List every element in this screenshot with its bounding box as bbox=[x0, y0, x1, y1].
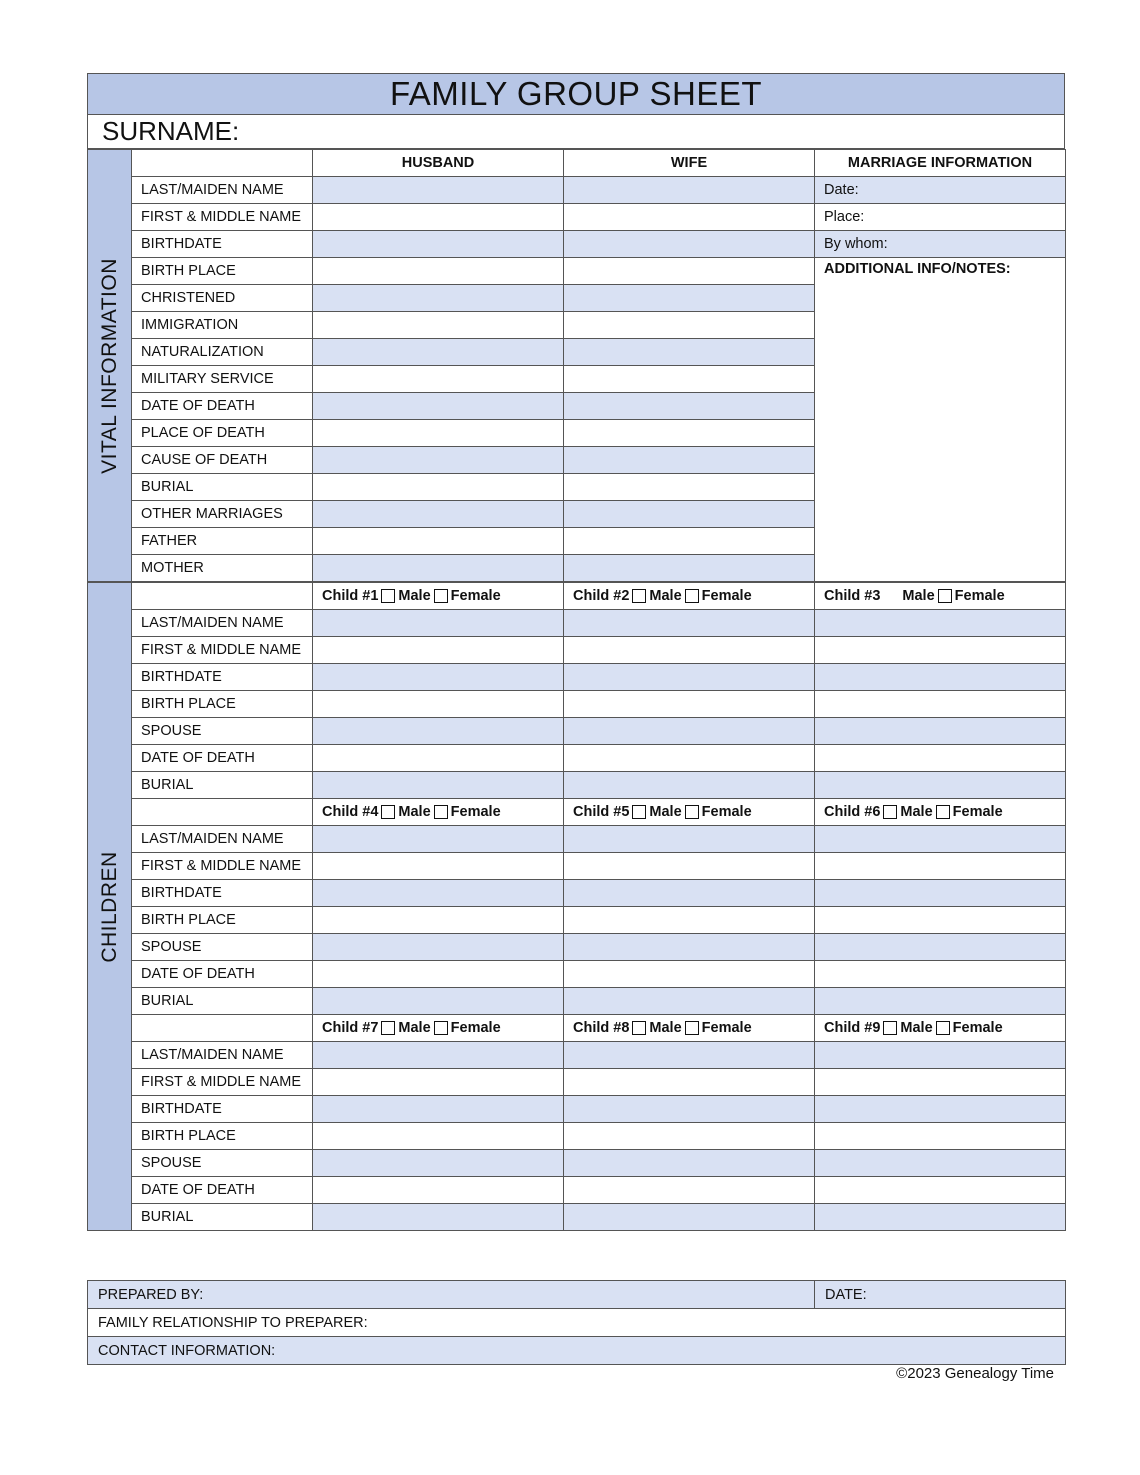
row-label: CHRISTENED bbox=[132, 285, 313, 312]
prepared-date-label: DATE: bbox=[825, 1286, 867, 1303]
child-field[interactable] bbox=[815, 853, 1066, 880]
female-checkbox[interactable] bbox=[685, 1021, 699, 1035]
husband-field[interactable] bbox=[313, 501, 564, 528]
family-group-sheet bbox=[87, 73, 1065, 1231]
child-field[interactable] bbox=[815, 1042, 1066, 1069]
child-header bbox=[564, 1015, 815, 1042]
wife-field[interactable] bbox=[564, 501, 815, 528]
children-table bbox=[87, 582, 1066, 1231]
child-header-content bbox=[573, 1020, 805, 1036]
vital-side-label bbox=[88, 150, 132, 582]
vital-row bbox=[88, 258, 1066, 285]
child-field[interactable] bbox=[313, 718, 564, 745]
vital-row bbox=[88, 231, 1066, 258]
child-header-blank bbox=[132, 583, 313, 610]
row-label: BURIAL bbox=[132, 1204, 313, 1231]
male-checkbox[interactable] bbox=[381, 805, 395, 819]
child-field[interactable] bbox=[815, 1096, 1066, 1123]
child-row bbox=[88, 1204, 1066, 1231]
prepared-by-label: PREPARED BY: bbox=[98, 1286, 204, 1303]
child-field[interactable] bbox=[564, 934, 815, 961]
marriage-field[interactable] bbox=[815, 177, 1066, 204]
child-row bbox=[88, 1042, 1066, 1069]
husband-field[interactable] bbox=[313, 339, 564, 366]
children-side-text: CHILDREN bbox=[97, 850, 121, 963]
child-field[interactable] bbox=[815, 1123, 1066, 1150]
row-label: FATHER bbox=[132, 528, 313, 555]
row-label: DATE OF DEATH bbox=[132, 961, 313, 988]
child-field[interactable] bbox=[313, 772, 564, 799]
child-header bbox=[815, 799, 1066, 826]
row-label: BIRTHDATE bbox=[132, 664, 313, 691]
child-field[interactable] bbox=[313, 1069, 564, 1096]
child-field[interactable] bbox=[564, 691, 815, 718]
column-header: MARRIAGE INFORMATION bbox=[815, 150, 1066, 177]
husband-field[interactable] bbox=[313, 312, 564, 339]
row-label: SPOUSE bbox=[132, 1150, 313, 1177]
wife-field[interactable] bbox=[564, 285, 815, 312]
child-header bbox=[313, 799, 564, 826]
husband-field[interactable] bbox=[313, 204, 564, 231]
child-field[interactable] bbox=[564, 1042, 815, 1069]
child-field[interactable] bbox=[564, 772, 815, 799]
female-checkbox[interactable] bbox=[434, 1021, 448, 1035]
marriage-label: Place: bbox=[824, 209, 865, 225]
column-header: HUSBAND bbox=[313, 150, 564, 177]
child-row bbox=[88, 988, 1066, 1015]
female-checkbox[interactable] bbox=[938, 589, 952, 603]
child-field[interactable] bbox=[564, 1150, 815, 1177]
child-field[interactable] bbox=[815, 988, 1066, 1015]
row-label: BIRTH PLACE bbox=[132, 691, 313, 718]
child-field[interactable] bbox=[815, 745, 1066, 772]
male-label: Male bbox=[902, 588, 935, 604]
child-field[interactable] bbox=[815, 664, 1066, 691]
female-label: Female bbox=[701, 588, 752, 604]
wife-field[interactable] bbox=[564, 258, 815, 285]
notes-label: ADDITIONAL INFO/NOTES: bbox=[824, 261, 1011, 277]
child-header bbox=[564, 583, 815, 610]
marriage-label: Date: bbox=[824, 182, 859, 198]
child-row bbox=[88, 772, 1066, 799]
child-field[interactable] bbox=[815, 1204, 1066, 1231]
child-field[interactable] bbox=[815, 1150, 1066, 1177]
row-label: SPOUSE bbox=[132, 934, 313, 961]
child-number: Child #3 bbox=[824, 588, 881, 604]
child-field[interactable] bbox=[564, 1177, 815, 1204]
row-label: FIRST & MIDDLE NAME bbox=[132, 637, 313, 664]
husband-field[interactable] bbox=[313, 285, 564, 312]
child-field[interactable] bbox=[815, 1177, 1066, 1204]
husband-field[interactable] bbox=[313, 231, 564, 258]
row-label: BIRTH PLACE bbox=[132, 1123, 313, 1150]
child-field[interactable] bbox=[313, 610, 564, 637]
child-number: Child #5 bbox=[573, 804, 630, 820]
child-number: Child #2 bbox=[573, 588, 630, 604]
child-row bbox=[88, 718, 1066, 745]
child-field[interactable] bbox=[313, 826, 564, 853]
child-field[interactable] bbox=[564, 880, 815, 907]
row-label: NATURALIZATION bbox=[132, 339, 313, 366]
husband-field[interactable] bbox=[313, 420, 564, 447]
child-row bbox=[88, 934, 1066, 961]
child-field[interactable] bbox=[815, 772, 1066, 799]
female-label: Female bbox=[952, 804, 1003, 820]
child-number: Child #6 bbox=[824, 804, 881, 820]
male-label: Male bbox=[649, 1020, 682, 1036]
child-field[interactable] bbox=[564, 1123, 815, 1150]
row-label: MILITARY SERVICE bbox=[132, 366, 313, 393]
row-label: CAUSE OF DEATH bbox=[132, 447, 313, 474]
female-checkbox[interactable] bbox=[685, 805, 699, 819]
child-field[interactable] bbox=[564, 853, 815, 880]
female-checkbox[interactable] bbox=[434, 589, 448, 603]
wife-field[interactable] bbox=[564, 447, 815, 474]
female-label: Female bbox=[450, 804, 501, 820]
child-row bbox=[88, 1123, 1066, 1150]
child-row bbox=[88, 1150, 1066, 1177]
female-checkbox[interactable] bbox=[936, 1021, 950, 1035]
male-label: Male bbox=[398, 1020, 431, 1036]
child-field[interactable] bbox=[313, 1042, 564, 1069]
wife-field[interactable] bbox=[564, 366, 815, 393]
male-checkbox[interactable] bbox=[632, 805, 646, 819]
wife-field[interactable] bbox=[564, 339, 815, 366]
male-checkbox[interactable] bbox=[381, 589, 395, 603]
row-label: FIRST & MIDDLE NAME bbox=[132, 853, 313, 880]
child-field[interactable] bbox=[564, 610, 815, 637]
male-checkbox[interactable] bbox=[883, 805, 897, 819]
child-row bbox=[88, 826, 1066, 853]
row-label: IMMIGRATION bbox=[132, 312, 313, 339]
child-header bbox=[313, 583, 564, 610]
wife-field[interactable] bbox=[564, 231, 815, 258]
vital-side-text: VITAL INFORMATION bbox=[97, 257, 121, 474]
row-label: BIRTHDATE bbox=[132, 1096, 313, 1123]
row-label: LAST/MAIDEN NAME bbox=[132, 826, 313, 853]
child-field[interactable] bbox=[313, 1150, 564, 1177]
male-label: Male bbox=[900, 1020, 933, 1036]
male-label: Male bbox=[398, 804, 431, 820]
marriage-field[interactable] bbox=[815, 204, 1066, 231]
column-header: WIFE bbox=[564, 150, 815, 177]
child-field[interactable] bbox=[313, 1177, 564, 1204]
relationship-field[interactable] bbox=[88, 1309, 1066, 1337]
child-field[interactable] bbox=[815, 934, 1066, 961]
husband-field[interactable] bbox=[313, 474, 564, 501]
row-label: LAST/MAIDEN NAME bbox=[132, 177, 313, 204]
notes-field[interactable] bbox=[815, 258, 1066, 582]
male-checkbox[interactable] bbox=[381, 1021, 395, 1035]
row-label: BURIAL bbox=[132, 988, 313, 1015]
child-header bbox=[313, 1015, 564, 1042]
female-label: Female bbox=[701, 1020, 752, 1036]
husband-field[interactable] bbox=[313, 447, 564, 474]
child-field[interactable] bbox=[564, 1096, 815, 1123]
child-field[interactable] bbox=[564, 718, 815, 745]
wife-field[interactable] bbox=[564, 312, 815, 339]
child-field[interactable] bbox=[313, 1096, 564, 1123]
vital-row bbox=[88, 177, 1066, 204]
contact-field[interactable] bbox=[88, 1337, 1066, 1365]
child-header-content bbox=[824, 804, 1056, 820]
child-field[interactable] bbox=[313, 691, 564, 718]
child-field[interactable] bbox=[815, 610, 1066, 637]
child-header-blank bbox=[132, 799, 313, 826]
child-field[interactable] bbox=[313, 1204, 564, 1231]
preparer-footer bbox=[87, 1280, 1065, 1365]
vital-row bbox=[88, 204, 1066, 231]
male-checkbox[interactable] bbox=[883, 1021, 897, 1035]
husband-field[interactable] bbox=[313, 366, 564, 393]
child-row bbox=[88, 1177, 1066, 1204]
surname-field[interactable] bbox=[87, 115, 1065, 149]
child-field[interactable] bbox=[564, 961, 815, 988]
husband-field[interactable] bbox=[313, 177, 564, 204]
row-label: LAST/MAIDEN NAME bbox=[132, 610, 313, 637]
child-field[interactable] bbox=[815, 691, 1066, 718]
row-label: BIRTH PLACE bbox=[132, 907, 313, 934]
child-field[interactable] bbox=[313, 907, 564, 934]
wife-field[interactable] bbox=[564, 204, 815, 231]
marriage-label: By whom: bbox=[824, 236, 888, 252]
male-checkbox[interactable] bbox=[632, 589, 646, 603]
row-label: FIRST & MIDDLE NAME bbox=[132, 1069, 313, 1096]
female-label: Female bbox=[701, 804, 752, 820]
child-number: Child #4 bbox=[322, 804, 379, 820]
child-row bbox=[88, 853, 1066, 880]
male-label: Male bbox=[398, 588, 431, 604]
row-label: BIRTHDATE bbox=[132, 880, 313, 907]
female-label: Female bbox=[954, 588, 1005, 604]
child-field[interactable] bbox=[815, 1069, 1066, 1096]
row-label: BURIAL bbox=[132, 474, 313, 501]
male-label: Male bbox=[649, 588, 682, 604]
child-header-row bbox=[88, 1015, 1066, 1042]
child-row bbox=[88, 610, 1066, 637]
child-field[interactable] bbox=[564, 637, 815, 664]
child-row bbox=[88, 664, 1066, 691]
row-label: BURIAL bbox=[132, 772, 313, 799]
row-label: DATE OF DEATH bbox=[132, 1177, 313, 1204]
marriage-field[interactable] bbox=[815, 231, 1066, 258]
child-number: Child #9 bbox=[824, 1020, 881, 1036]
child-field[interactable] bbox=[313, 934, 564, 961]
child-header-content bbox=[322, 1020, 554, 1036]
child-header-content bbox=[824, 1020, 1056, 1036]
wife-field[interactable] bbox=[564, 420, 815, 447]
vital-information-table bbox=[87, 149, 1066, 582]
child-field[interactable] bbox=[313, 853, 564, 880]
prepared-date-field[interactable] bbox=[815, 1281, 1066, 1309]
child-row bbox=[88, 691, 1066, 718]
surname-label: SURNAME: bbox=[102, 116, 240, 146]
child-header bbox=[815, 1015, 1066, 1042]
male-label: Male bbox=[649, 804, 682, 820]
copyright-text: ©2023 Genealogy Time bbox=[896, 1365, 1054, 1382]
child-header-content bbox=[573, 588, 805, 604]
child-field[interactable] bbox=[815, 718, 1066, 745]
child-field[interactable] bbox=[313, 1123, 564, 1150]
sheet-title: FAMILY GROUP SHEET bbox=[87, 73, 1065, 115]
relationship-label: FAMILY RELATIONSHIP TO PREPARER: bbox=[98, 1314, 368, 1331]
male-checkbox[interactable] bbox=[632, 1021, 646, 1035]
child-row bbox=[88, 880, 1066, 907]
child-row bbox=[88, 637, 1066, 664]
female-label: Female bbox=[450, 1020, 501, 1036]
vital-header-row bbox=[88, 150, 1066, 177]
child-field[interactable] bbox=[313, 664, 564, 691]
child-number: Child #1 bbox=[322, 588, 379, 604]
row-label: DATE OF DEATH bbox=[132, 393, 313, 420]
row-label: OTHER MARRIAGES bbox=[132, 501, 313, 528]
child-field[interactable] bbox=[313, 880, 564, 907]
female-label: Female bbox=[450, 588, 501, 604]
child-field[interactable] bbox=[815, 826, 1066, 853]
child-number: Child #7 bbox=[322, 1020, 379, 1036]
female-checkbox[interactable] bbox=[434, 805, 448, 819]
child-field[interactable] bbox=[313, 961, 564, 988]
child-field[interactable] bbox=[564, 664, 815, 691]
row-label: DATE OF DEATH bbox=[132, 745, 313, 772]
child-field[interactable] bbox=[313, 637, 564, 664]
row-label: FIRST & MIDDLE NAME bbox=[132, 204, 313, 231]
female-label: Female bbox=[952, 1020, 1003, 1036]
male-label: Male bbox=[900, 804, 933, 820]
child-field[interactable] bbox=[313, 745, 564, 772]
child-row bbox=[88, 1069, 1066, 1096]
child-field[interactable] bbox=[815, 907, 1066, 934]
wife-field[interactable] bbox=[564, 474, 815, 501]
husband-field[interactable] bbox=[313, 258, 564, 285]
row-label: SPOUSE bbox=[132, 718, 313, 745]
child-row bbox=[88, 961, 1066, 988]
child-header bbox=[564, 799, 815, 826]
female-checkbox[interactable] bbox=[936, 805, 950, 819]
child-field[interactable] bbox=[313, 988, 564, 1015]
child-field[interactable] bbox=[815, 637, 1066, 664]
row-label: BIRTHDATE bbox=[132, 231, 313, 258]
row-label: PLACE OF DEATH bbox=[132, 420, 313, 447]
husband-field[interactable] bbox=[313, 528, 564, 555]
row-label: LAST/MAIDEN NAME bbox=[132, 1042, 313, 1069]
husband-field[interactable] bbox=[313, 393, 564, 420]
child-header-content bbox=[322, 588, 554, 604]
contact-label: CONTACT INFORMATION: bbox=[98, 1342, 276, 1359]
husband-field[interactable] bbox=[313, 555, 564, 582]
child-row bbox=[88, 745, 1066, 772]
wife-field[interactable] bbox=[564, 393, 815, 420]
vital-header-blank bbox=[132, 150, 313, 177]
child-header bbox=[815, 583, 1066, 610]
child-number: Child #8 bbox=[573, 1020, 630, 1036]
female-checkbox[interactable] bbox=[685, 589, 699, 603]
child-header-row bbox=[88, 583, 1066, 610]
child-field[interactable] bbox=[564, 826, 815, 853]
row-label: MOTHER bbox=[132, 555, 313, 582]
child-field[interactable] bbox=[815, 880, 1066, 907]
child-header-content bbox=[322, 804, 554, 820]
children-side-label bbox=[88, 583, 132, 1231]
child-field[interactable] bbox=[564, 745, 815, 772]
child-field[interactable] bbox=[564, 988, 815, 1015]
child-header-content bbox=[824, 588, 1056, 604]
child-header-content bbox=[573, 804, 805, 820]
wife-field[interactable] bbox=[564, 555, 815, 582]
child-row bbox=[88, 907, 1066, 934]
child-field[interactable] bbox=[564, 907, 815, 934]
wife-field[interactable] bbox=[564, 528, 815, 555]
row-label: BIRTH PLACE bbox=[132, 258, 313, 285]
wife-field[interactable] bbox=[564, 177, 815, 204]
child-header-row bbox=[88, 799, 1066, 826]
child-row bbox=[88, 1096, 1066, 1123]
child-header-blank bbox=[132, 1015, 313, 1042]
child-field[interactable] bbox=[564, 1069, 815, 1096]
child-field[interactable] bbox=[815, 961, 1066, 988]
prepared-by-field[interactable] bbox=[88, 1281, 815, 1309]
child-field[interactable] bbox=[564, 1204, 815, 1231]
